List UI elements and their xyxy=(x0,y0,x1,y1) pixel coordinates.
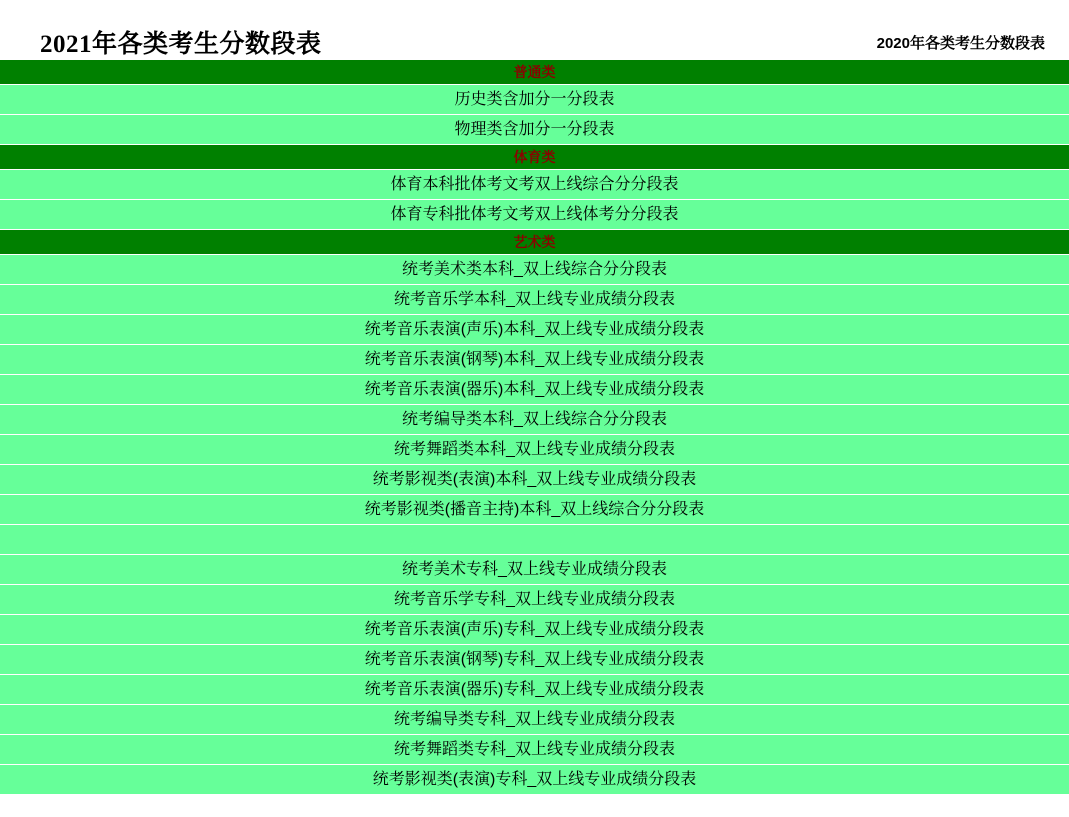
category-header: 艺术类 xyxy=(0,230,1069,255)
segment-table-link[interactable]: 统考编导类本科_双上线综合分分段表 xyxy=(0,405,1069,435)
segment-table-list xyxy=(0,60,1069,795)
segment-table-link[interactable]: 统考音乐学本科_双上线专业成绩分段表 xyxy=(0,285,1069,315)
list-spacer xyxy=(0,525,1069,555)
segment-table-link[interactable]: 统考音乐表演(钢琴)专科_双上线专业成绩分段表 xyxy=(0,645,1069,675)
segment-table-link[interactable]: 统考音乐表演(器乐)本科_双上线专业成绩分段表 xyxy=(0,375,1069,405)
segment-table-link[interactable]: 统考舞蹈类专科_双上线专业成绩分段表 xyxy=(0,735,1069,765)
segment-table-link[interactable]: 体育本科批体考文考双上线综合分分段表 xyxy=(0,170,1069,200)
category-header: 体育类 xyxy=(0,145,1069,170)
segment-table-link[interactable]: 统考音乐表演(器乐)专科_双上线专业成绩分段表 xyxy=(0,675,1069,705)
page-header xyxy=(0,0,1069,60)
segment-table-link[interactable]: 统考编导类专科_双上线专业成绩分段表 xyxy=(0,705,1069,735)
segment-table-link[interactable]: 统考影视类(播音主持)本科_双上线综合分分段表 xyxy=(0,495,1069,525)
category-header: 普通类 xyxy=(0,60,1069,85)
segment-table-link[interactable]: 统考影视类(表演)本科_双上线专业成绩分段表 xyxy=(0,465,1069,495)
segment-table-link[interactable]: 物理类含加分一分段表 xyxy=(0,115,1069,145)
previous-year-link[interactable]: 2020年各类考生分数段表 xyxy=(876,35,1045,52)
segment-table-link[interactable]: 统考舞蹈类本科_双上线专业成绩分段表 xyxy=(0,435,1069,465)
segment-table-link[interactable]: 统考音乐表演(声乐)本科_双上线专业成绩分段表 xyxy=(0,315,1069,345)
segment-table-link[interactable]: 统考音乐表演(声乐)专科_双上线专业成绩分段表 xyxy=(0,615,1069,645)
segment-table-link[interactable]: 统考音乐表演(钢琴)本科_双上线专业成绩分段表 xyxy=(0,345,1069,375)
segment-table-link[interactable]: 体育专科批体考文考双上线体考分分段表 xyxy=(0,200,1069,230)
segment-table-link[interactable]: 历史类含加分一分段表 xyxy=(0,85,1069,115)
segment-table-link[interactable]: 统考影视类(表演)专科_双上线专业成绩分段表 xyxy=(0,765,1069,795)
segment-table-link[interactable]: 统考美术专科_双上线专业成绩分段表 xyxy=(0,555,1069,585)
segment-table-link[interactable]: 统考美术类本科_双上线综合分分段表 xyxy=(0,255,1069,285)
page-title: 2021年各类考生分数段表 xyxy=(40,31,322,58)
segment-table-link[interactable]: 统考音乐学专科_双上线专业成绩分段表 xyxy=(0,585,1069,615)
